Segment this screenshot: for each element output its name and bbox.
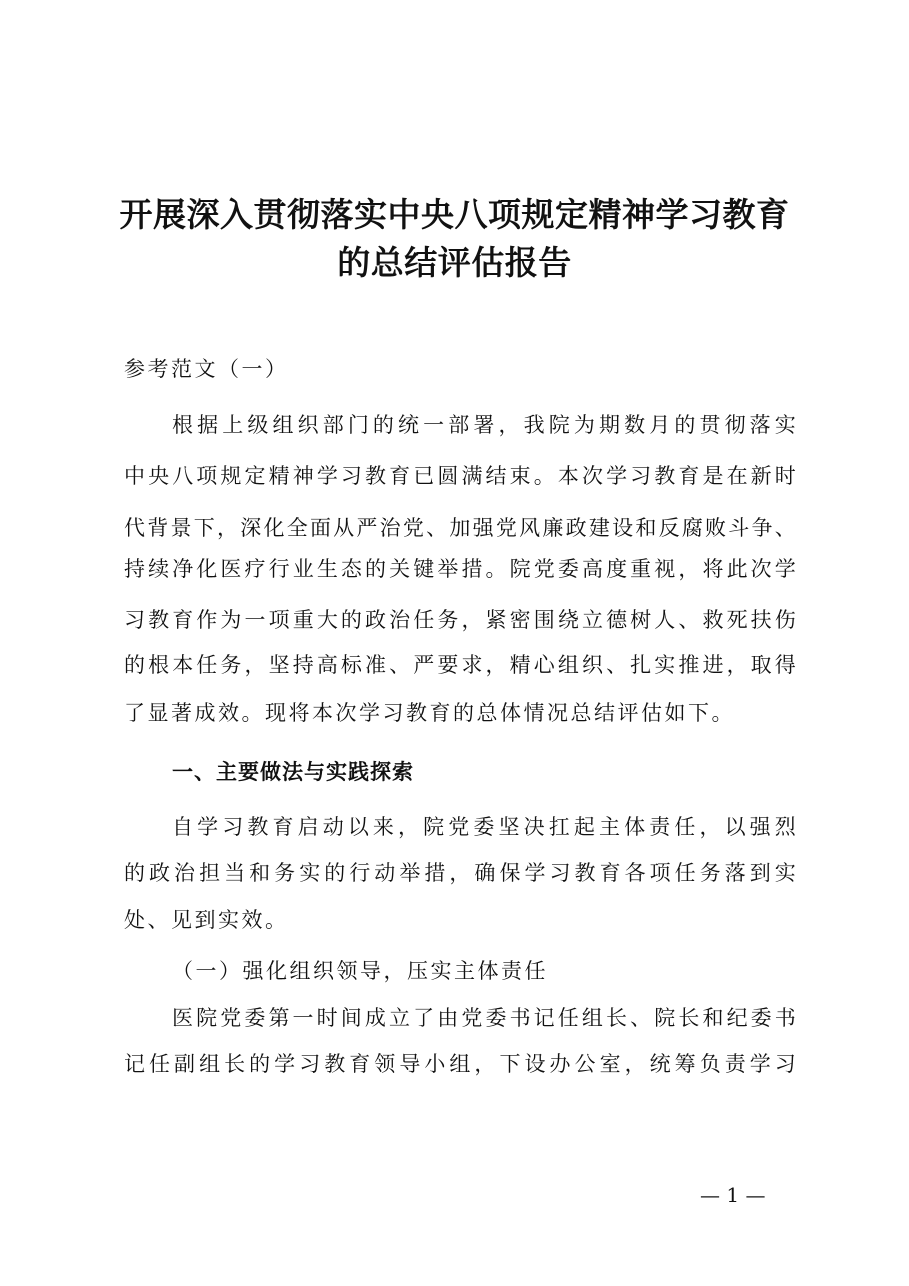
document-title-line-2: 的总结评估报告 (337, 243, 572, 282)
paragraph-line: 处、见到实效。 (124, 908, 289, 932)
paragraph-line: 自学习教育启动以来，院党委坚决扛起主体责任，以强烈 (172, 815, 796, 839)
page-number: — 1 — (700, 1183, 766, 1207)
section-heading: 一、主要做法与实践探索 (172, 760, 414, 784)
paragraph-line: 了显著成效。现将本次学习教育的总体情况总结评估如下。 (124, 701, 735, 725)
document-subtitle: 参考范文（一） (124, 357, 289, 381)
document-title-line-1: 开展深入贯彻落实中央八项规定精神学习教育 (119, 195, 790, 234)
paragraph-line: 记任副组长的学习教育领导小组，下设办公室，统筹负责学习 (124, 1052, 796, 1076)
paragraph-line: 中央八项规定精神学习教育已圆满结束。本次学习教育是在新时 (124, 464, 796, 488)
paragraph-line: 持续净化医疗行业生态的关键举措。院党委高度重视，将此次学 (124, 557, 796, 581)
paragraph-line: 医院党委第一时间成立了由党委书记任组长、院长和纪委书 (172, 1006, 796, 1030)
paragraph-line: 的根本任务，坚持高标准、严要求，精心组织、扎实推进，取得 (124, 653, 796, 677)
paragraph-line: 根据上级组织部门的统一部署，我院为期数月的贯彻落实 (172, 413, 796, 437)
paragraph-line: 习教育作为一项重大的政治任务，紧密围绕立德树人、救死扶伤 (124, 608, 796, 632)
paragraph-line: 代背景下，深化全面从严治党、加强党风廉政建设和反腐败斗争、 (124, 516, 796, 540)
subsection-heading: （一）强化组织领导，压实主体责任 (172, 959, 548, 983)
paragraph-line: 的政治担当和务实的行动举措，确保学习教育各项任务落到实 (124, 861, 796, 885)
